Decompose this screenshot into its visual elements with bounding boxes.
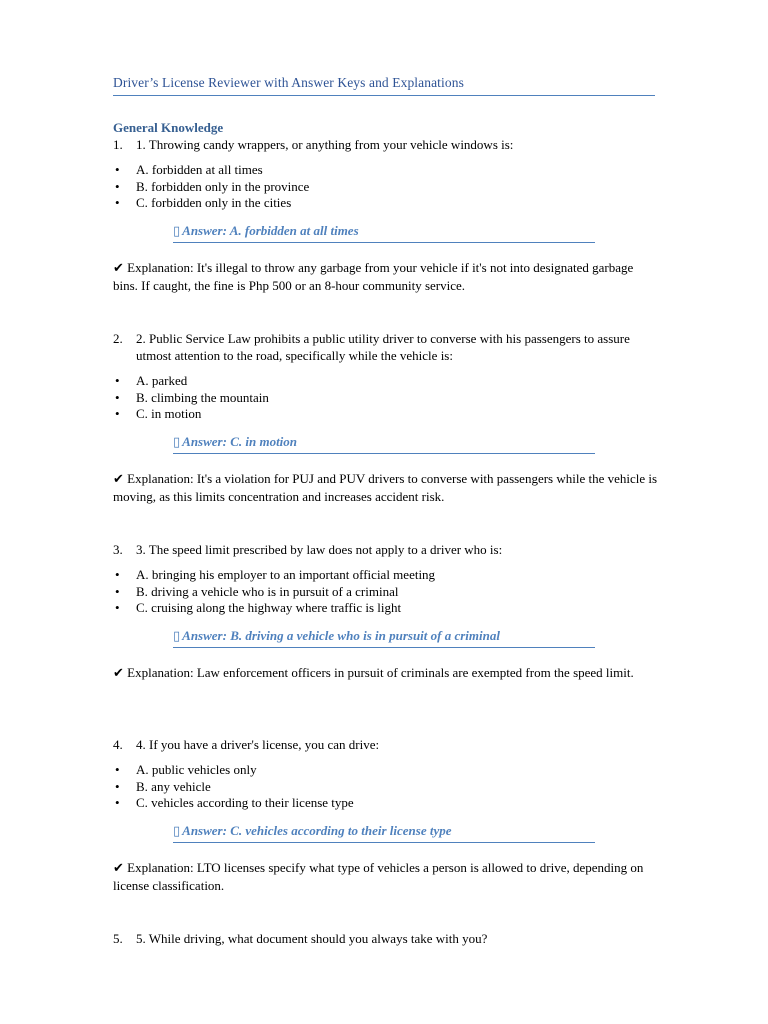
answer-text: Answer: A. forbidden at all times bbox=[182, 223, 359, 239]
answer-box-icon: ▯ bbox=[173, 434, 181, 450]
option-item bbox=[113, 567, 658, 584]
option-text: B. climbing the mountain bbox=[136, 389, 269, 405]
options-list bbox=[113, 762, 658, 812]
bullet-icon: • bbox=[115, 567, 120, 582]
bullet-icon: • bbox=[115, 600, 120, 616]
explanation: ✔ Explanation: LTO licenses specify what type of vehicles a person is allowed to drive, depending on license classification. bbox=[113, 860, 644, 893]
question-2 bbox=[113, 330, 658, 364]
section-heading: General Knowledge bbox=[113, 120, 224, 135]
document-title: Driver’s License Reviewer with Answer Keys and Explanations bbox=[113, 75, 655, 96]
option-item bbox=[113, 795, 658, 812]
answer-key bbox=[173, 222, 595, 243]
question-text: 5. While driving, what document should you always take with you? bbox=[136, 931, 488, 946]
question-text: 3. The speed limit prescribed by law does not apply to a driver who is: bbox=[136, 542, 503, 557]
option-text: B. forbidden only in the province bbox=[136, 178, 310, 194]
answer-box-icon: ▯ bbox=[173, 823, 181, 839]
option-item bbox=[113, 162, 658, 179]
bullet-icon: • bbox=[115, 389, 120, 405]
explanation: ✔ Explanation: It's a violation for PUJ and PUV drivers to converse with passengers while the vehicle is moving, as this limits concentration and increases accident risk. bbox=[113, 471, 658, 504]
bullet-icon: • bbox=[115, 162, 120, 177]
option-text: A. forbidden at all times bbox=[136, 162, 263, 177]
bullet-icon: • bbox=[115, 795, 120, 811]
question-5 bbox=[113, 930, 658, 947]
explanation: ✔ Explanation: It's illegal to throw any garbage from your vehicle if it's not into designated garbage bins. If caught, the fine is Php 500 or an 8-hour community service. bbox=[113, 260, 634, 293]
answer-key bbox=[173, 822, 595, 843]
question-block-4 bbox=[113, 736, 658, 894]
option-text: A. public vehicles only bbox=[136, 762, 257, 777]
question-number: 2. bbox=[113, 331, 123, 346]
option-text: B. driving a vehicle who is in pursuit of a criminal bbox=[136, 583, 399, 599]
bullet-icon: • bbox=[115, 178, 120, 194]
question-text: 4. If you have a driver's license, you can drive: bbox=[136, 737, 380, 752]
question-number: 3. bbox=[113, 542, 123, 557]
options-list bbox=[113, 373, 658, 423]
option-item bbox=[113, 584, 658, 601]
options-list bbox=[113, 162, 658, 212]
option-item bbox=[113, 195, 658, 212]
option-item bbox=[113, 600, 658, 617]
option-text: C. cruising along the highway where traffic is light bbox=[136, 600, 402, 616]
question-block-5 bbox=[113, 930, 658, 947]
question-block-1 bbox=[113, 136, 658, 294]
answer-text: Answer: B. driving a vehicle who is in pursuit of a criminal bbox=[182, 628, 500, 644]
bullet-icon: • bbox=[115, 195, 120, 211]
question-block-3 bbox=[113, 541, 658, 682]
question-block-2 bbox=[113, 330, 658, 505]
bullet-icon: • bbox=[115, 762, 120, 777]
answer-box-icon: ▯ bbox=[173, 628, 181, 644]
question-number: 4. bbox=[113, 737, 123, 752]
question-text: 2. Public Service Law prohibits a public utility driver to converse with his passengers to assure utmost attention to the road, specifically while the vehicle is: bbox=[136, 331, 630, 363]
option-text: A. parked bbox=[136, 373, 188, 388]
answer-key bbox=[173, 627, 595, 648]
option-text: C. in motion bbox=[136, 406, 202, 422]
bullet-icon: • bbox=[115, 406, 120, 422]
option-item bbox=[113, 406, 658, 423]
bullet-icon: • bbox=[115, 373, 120, 388]
option-item bbox=[113, 179, 658, 196]
bullet-icon: • bbox=[115, 583, 120, 599]
option-text: C. forbidden only in the cities bbox=[136, 195, 292, 211]
option-text: B. any vehicle bbox=[136, 778, 211, 794]
bullet-icon: • bbox=[115, 778, 120, 794]
answer-text: Answer: C. in motion bbox=[182, 434, 298, 450]
question-3 bbox=[113, 541, 658, 558]
option-item bbox=[113, 390, 658, 407]
question-1 bbox=[113, 136, 658, 153]
answer-key bbox=[173, 433, 595, 454]
question-text: 1. Throwing candy wrappers, or anything from your vehicle windows is: bbox=[136, 137, 514, 152]
option-text: A. bringing his employer to an important official meeting bbox=[136, 567, 436, 582]
question-number: 5. bbox=[113, 931, 123, 946]
question-number: 1. bbox=[113, 137, 123, 152]
options-list bbox=[113, 567, 658, 617]
question-4 bbox=[113, 736, 658, 753]
explanation: ✔ Explanation: Law enforcement officers in pursuit of criminals are exempted from the speed limit. bbox=[113, 665, 634, 681]
option-item bbox=[113, 373, 658, 390]
option-item bbox=[113, 762, 658, 779]
option-item bbox=[113, 779, 658, 796]
answer-text: Answer: C. vehicles according to their license type bbox=[182, 823, 452, 839]
answer-box-icon: ▯ bbox=[173, 223, 181, 239]
option-text: C. vehicles according to their license type bbox=[136, 795, 354, 811]
